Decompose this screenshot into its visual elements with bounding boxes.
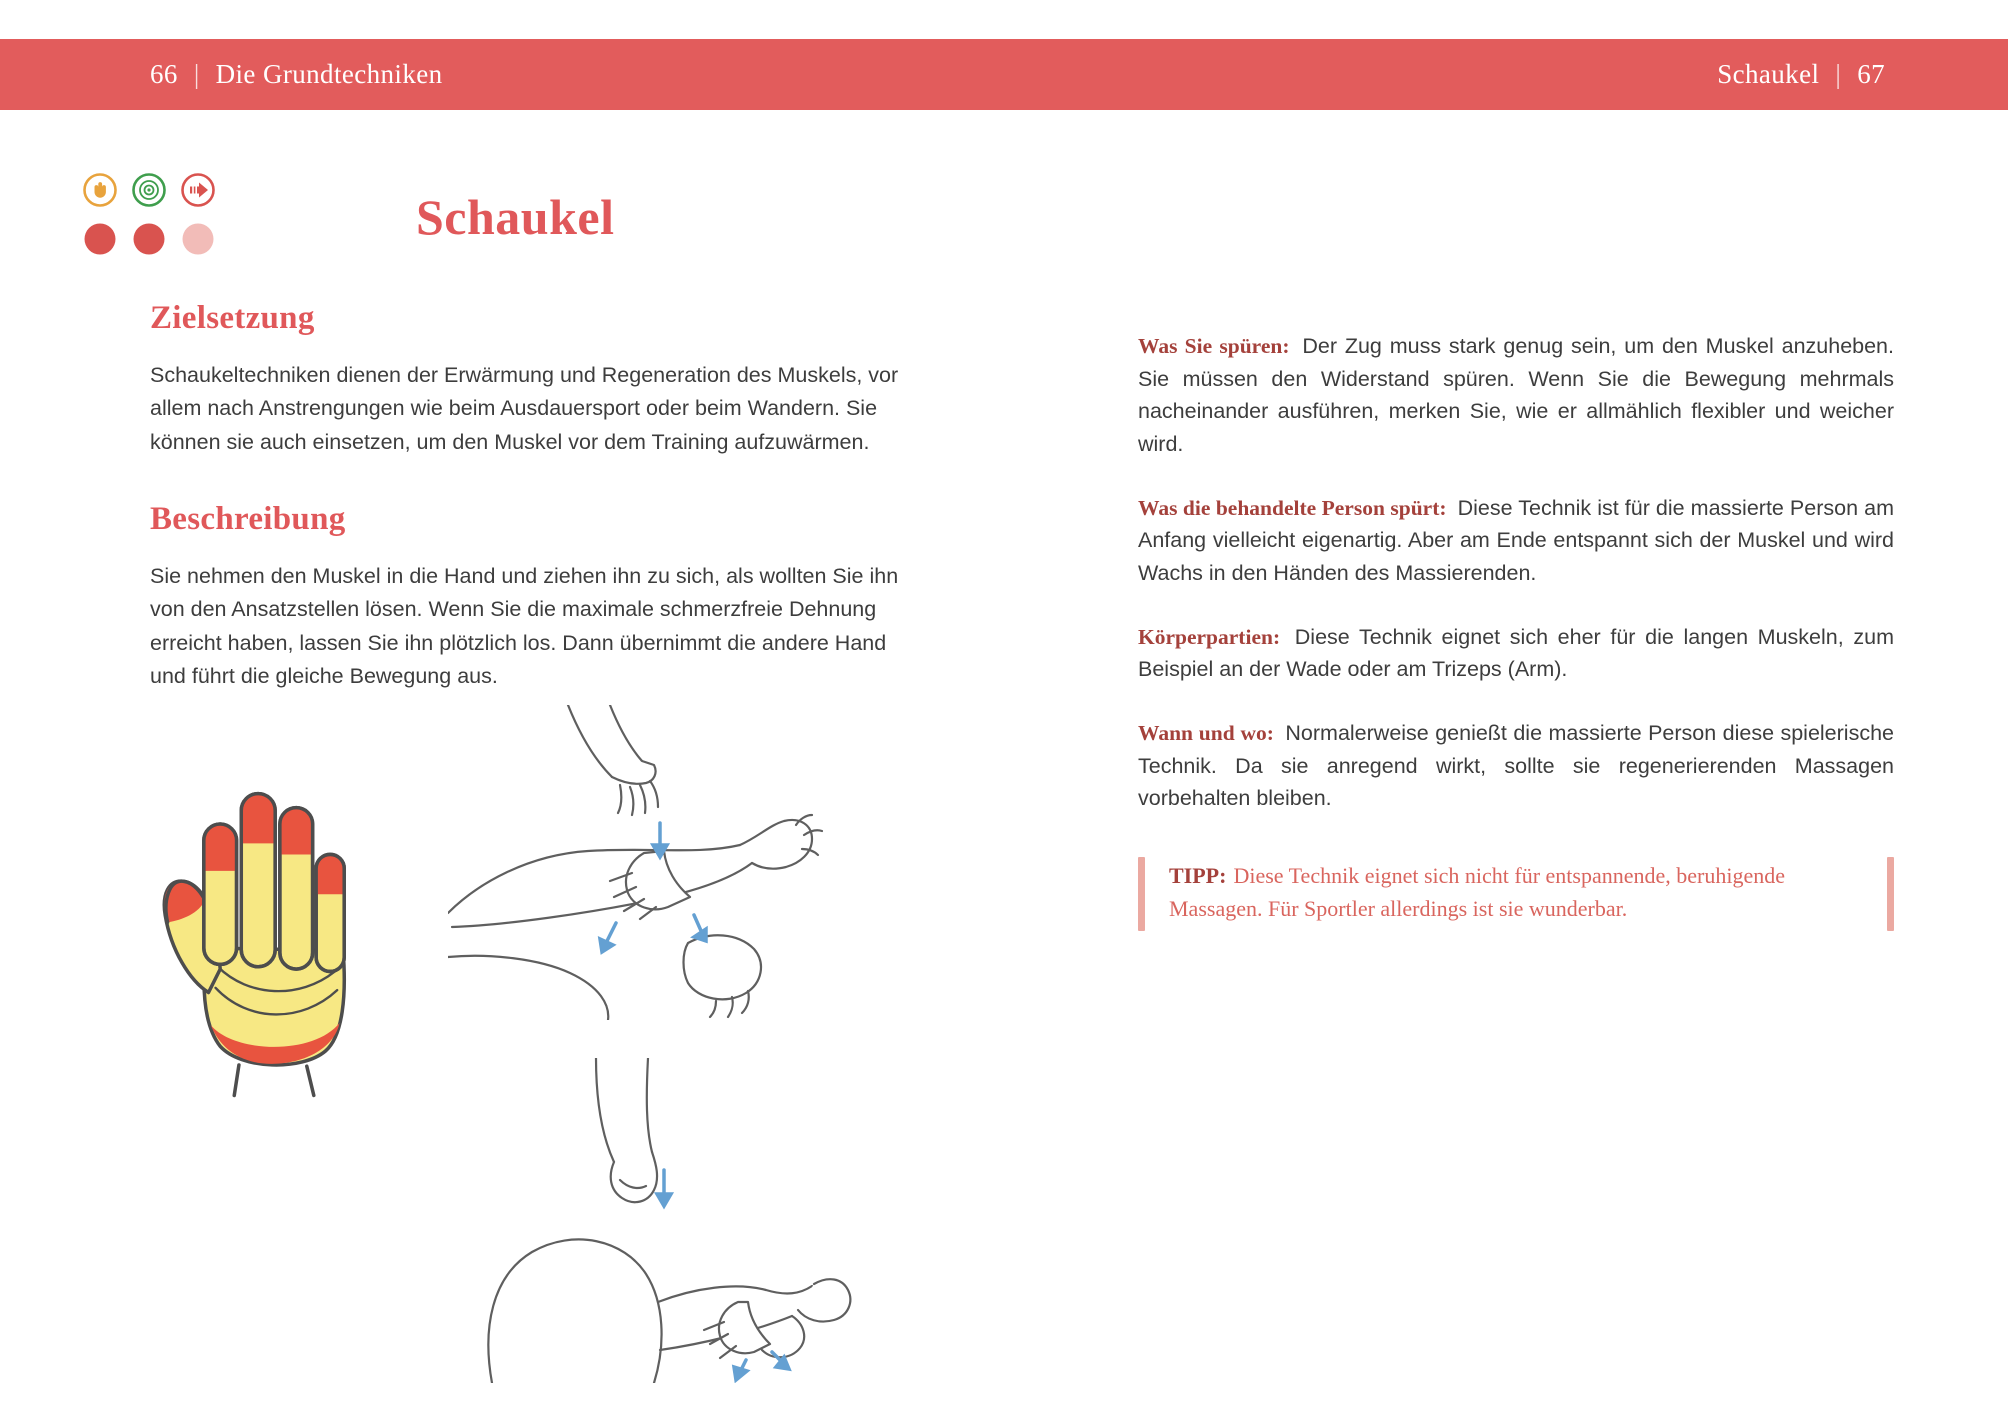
page-title: Schaukel xyxy=(416,189,615,245)
header-left xyxy=(150,59,443,90)
movement-arrow-icon xyxy=(183,175,214,206)
paragraph-lead: Wann und wo: xyxy=(1138,721,1274,746)
info-paragraph xyxy=(1138,492,1894,590)
page-header xyxy=(0,39,2008,110)
tip-right-bar xyxy=(1887,857,1894,931)
tip-box xyxy=(1138,857,1894,931)
hand-contact-zones-illustration xyxy=(150,758,384,1110)
right-section-title: Schaukel xyxy=(1717,59,1820,89)
tip-left-bar xyxy=(1138,857,1145,931)
section-heading-beschreibung: Beschreibung xyxy=(150,500,346,537)
paragraph-lead: Körperpartien: xyxy=(1138,624,1281,649)
massage-technique-illustration-1 xyxy=(448,705,860,1020)
paragraph-text: Diese Technik eignet sich eher für die langen Muskeln, zum Beispiel an der Wade oder am Trizeps (Arm). xyxy=(1138,624,1894,682)
paragraph-lead: Was die behandelte Person spürt: xyxy=(1138,495,1447,520)
intensity-dot-2 xyxy=(134,224,165,255)
pressure-hand-icon xyxy=(85,175,116,206)
vibration-rings-icon xyxy=(134,175,165,206)
paragraph-text: Diese Technik ist für die massierte Person am Anfang vielleicht eigenartig. Aber am Ende entspannt sich der Muskel und wird Wachs in den Händen des Massierenden. xyxy=(1138,495,1894,586)
intensity-dot-3 xyxy=(183,224,214,255)
paragraph-text: Normalerweise genießt die massierte Person diese spielerische Technik. Da sie anregend wirkt, sollte sie regenerierenden Massagen vorbehalten bleiben. xyxy=(1138,721,1894,811)
tip-content xyxy=(1145,857,1887,931)
left-section-title: Die Grundtechniken xyxy=(215,59,443,89)
paragraph-lead: Was Sie spüren: xyxy=(1138,334,1290,358)
info-paragraph xyxy=(1138,330,1894,461)
header-right xyxy=(1717,59,1885,90)
massage-technique-illustration-2 xyxy=(448,1058,860,1383)
section-heading-zielsetzung: Zielsetzung xyxy=(150,300,315,336)
tip-text: Diese Technik eignet sich nicht für entspannende, beruhigende Massagen. Für Sportler allerdings ist sie wunderbar. xyxy=(1169,863,1785,922)
info-paragraph xyxy=(1138,621,1894,686)
info-paragraph xyxy=(1138,717,1894,815)
header-separator: | xyxy=(193,59,200,89)
technique-legend-icons xyxy=(78,170,218,262)
tip-lead: TIPP: xyxy=(1169,863,1227,889)
section-body-beschreibung: Sie nehmen den Muskel in die Hand und ziehen ihn zu sich, als wollten Sie ihn von den Ansatzstellen lösen. Wenn Sie die maximale schmerzfreie Dehnung erreicht haben, lassen Sie ihn plötzlich los. Dann übernimmt die andere Hand und führt die gleiche Bewegung aus. xyxy=(150,563,899,688)
technique-legend xyxy=(78,170,218,262)
paragraph-text: Der Zug muss stark genug sein, um den Muskel anzuheben. Sie müssen den Widerstand spüren. Wenn Sie die Bewegung mehrmals nacheinander ausführen, merken Sie, wie er allmählich flexibler und weicher wird. xyxy=(1138,334,1894,457)
header-separator: | xyxy=(1835,59,1842,89)
left-column xyxy=(150,300,912,735)
left-page-number: 66 xyxy=(150,59,178,89)
intensity-dot-1 xyxy=(85,224,116,255)
right-page-number: 67 xyxy=(1857,59,1885,89)
section-body-zielsetzung: Schaukeltechniken dienen der Erwärmung und Regeneration des Muskels, vor allem nach Anstrengungen wie beim Ausdauersport oder beim Wandern. Sie können sie auch einsetzen, um den Muskel vor dem Training aufzuwärmen. xyxy=(150,363,899,454)
right-column xyxy=(1138,330,1894,931)
